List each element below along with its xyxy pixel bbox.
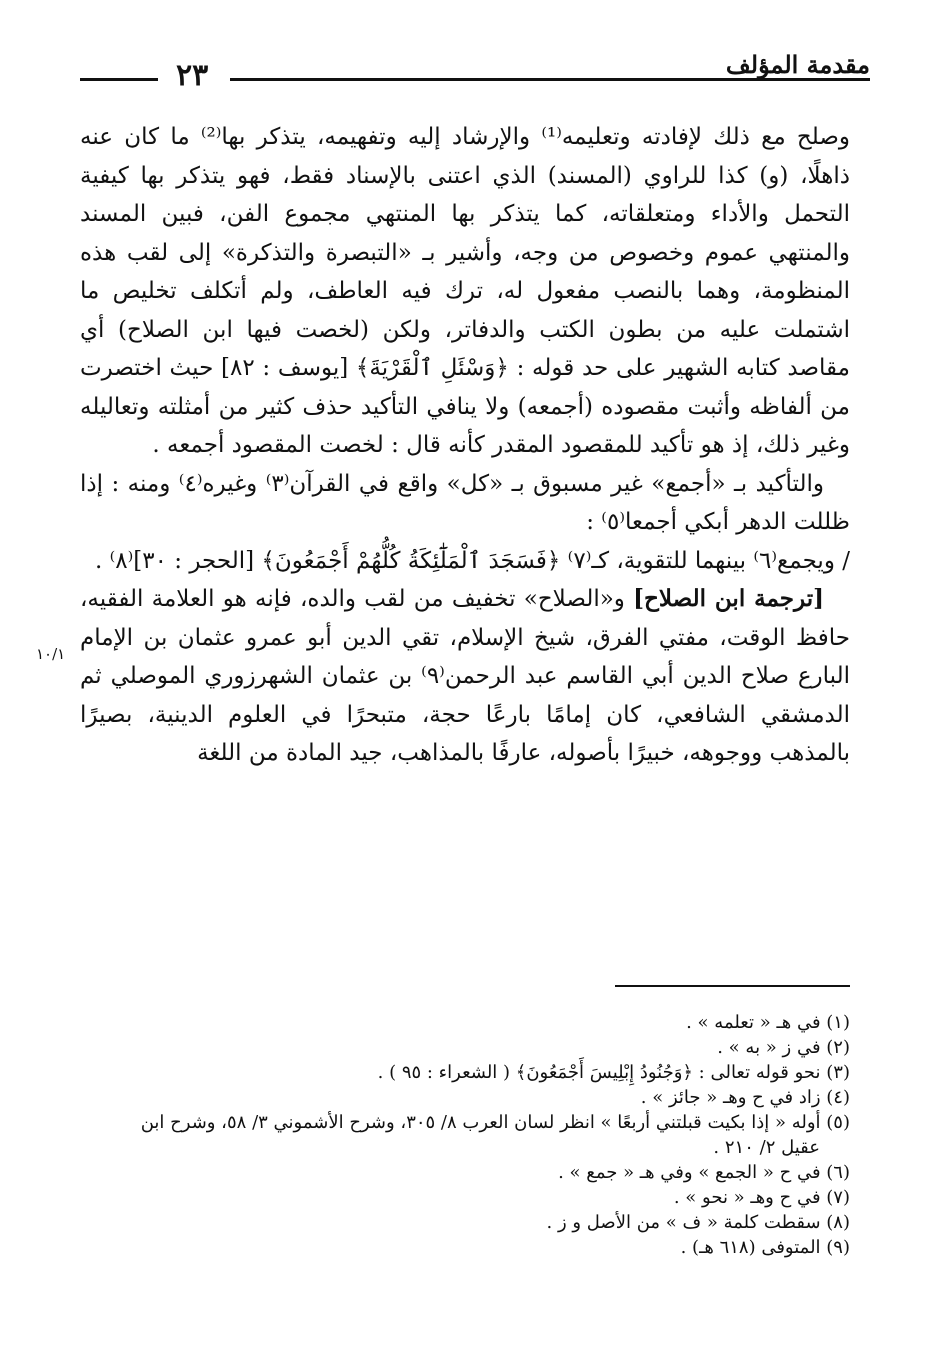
text-line: ذاهلًا، (و) كذا للراوي (المسند) الذي اعتنى بالإسناد فقط، فهو يتذكر بها كيفية bbox=[80, 162, 850, 189]
header-rule-left bbox=[80, 78, 158, 81]
chapter-title: مقدمة المؤلف bbox=[725, 50, 870, 79]
footnote: (٥) أوله « إذا بكيت قبلتني أربعًا » انظر لسان العرب ٨/ ٣٠٥، وشرح الأشموني ٣/ ٥٨، وشرح ابن bbox=[140, 1112, 850, 1133]
text-line: ثم الدمشقي الشافعي، كان إمامًا بارعًا حجة، متبحرًا في العلوم الدينية، بصيرًا bbox=[80, 663, 850, 728]
footnote: (٢) في ز « به » . bbox=[717, 1037, 850, 1058]
footnote: (٣) نحو قوله تعالى : ﴿وَجُنُودُ إِبْلِيسَ أَجْمَعُونَ﴾ ( الشعراء : ٩٥ ) . bbox=[377, 1062, 850, 1083]
footnote-divider bbox=[615, 985, 850, 987]
text-line: [الحجر : ٣٠]⁽٨⁾ . bbox=[94, 547, 255, 574]
main-text bbox=[80, 118, 850, 773]
paragraph-3 bbox=[80, 580, 850, 773]
footnote: (٦) في ح « الجمع » وفي هـ « جمع » . bbox=[558, 1162, 850, 1183]
footnote: (٩) المتوفى (٦١٨ هـ) . bbox=[680, 1237, 850, 1258]
footnote: (٤) زاد في ح وهـ « جائز » . bbox=[640, 1087, 850, 1108]
paragraph-2 bbox=[80, 465, 850, 542]
footnote-continuation: عقيل ٢/ ٢١٠ . bbox=[713, 1137, 820, 1158]
footnotes bbox=[70, 1010, 850, 1260]
paragraph-verse bbox=[80, 542, 850, 581]
text-line: وغير ذلك، إذ هو تأكيد للمقصود المقدر كأنه قال : لخصت المقصود أجمعه . bbox=[152, 432, 850, 458]
text-line: والمنتهي عموم وخصوص من وجه، وأشير بـ «التبصرة والتذكرة» إلى لقب هذه bbox=[80, 239, 850, 266]
text-line: التحمل والأداء ومتعلقاته، كما يتذكر بها المنتهي مجموع الفن، فبين المسند bbox=[80, 201, 850, 227]
text-line: اشتملت عليه من بطون الكتب والدفاتر، ولكن (لخصت فيها ابن الصلاح) أي bbox=[80, 316, 850, 343]
text-line: حافظ الوقت، مفتي الفرق، شيخ الإسلام، تقي الدين أبو عمرو عثمان بن الإمام bbox=[80, 624, 850, 651]
text-line: من ألفاظه وأثبت مقصوده (أجمعه) ولا ينافي التأكيد حذف كثير من أمثلته وتعاليله bbox=[80, 393, 850, 420]
text-line: البارع صلاح الدين أبي القاسم عبد الرحمن⁽٩⁾ بن عثمان الشهرزوري الموصلي bbox=[110, 663, 850, 689]
text-line: والتأكيد بـ «أجمع» غير مسبوق بـ «كل» واقع في القرآن⁽٣⁾ وغيره⁽٤⁾ ومنه : إذا bbox=[80, 470, 824, 497]
page-header bbox=[80, 40, 870, 100]
footnote: (٨) سقطت كلمة « ف » من الأصل و ز . bbox=[546, 1212, 850, 1233]
text-line: وصلح مع ذلك لإفادته وتعليمه⁽¹⁾ والإرشاد إليه وتفهيمه، يتذكر بها⁽²⁾ ما كان عنه bbox=[80, 124, 850, 150]
section-title: [ترجمة ابن الصلاح] bbox=[633, 585, 824, 612]
text-line: بالمذهب ووجوهه، خبيرًا بأصوله، عارفًا بالمذاهب، جيد المادة من اللغة bbox=[197, 740, 850, 766]
page-number: ٢٣ bbox=[176, 58, 209, 93]
text-line: / ويجمع⁽٦⁾ بينهما للتقوية، كـ⁽٧⁾ ﴿فَسَجَدَ ٱلْمَلَٰٓئِكَةُ كُلُّهُمْ أَجْمَعُونَ﴾ bbox=[261, 547, 850, 574]
paragraph-1 bbox=[80, 118, 850, 465]
text-line: ظللت الدهر أبكي أجمعا⁽٥⁾ : bbox=[586, 509, 850, 535]
text-line: المنظومة، وهما بالنصب مفعول له، ترك فيه العاطف، ولم أتكلف تخليص ما bbox=[80, 278, 850, 304]
footnote: (١) في هـ « تعلمه » . bbox=[686, 1012, 850, 1033]
text-line: و«الصلاح» تخفيف من لقب والده، فإنه هو العلامة الفقيه، bbox=[80, 586, 634, 612]
margin-note: ١٠/١ bbox=[36, 645, 66, 663]
text-line: مقاصد كتابه الشهير على حد قوله : ﴿وَسْئَلِ ٱلْقَرْيَةَ﴾ [يوسف : ٨٢] حيث اختصرت bbox=[80, 355, 850, 381]
footnote: (٧) في ح وهـ « نحو » . bbox=[673, 1187, 850, 1208]
